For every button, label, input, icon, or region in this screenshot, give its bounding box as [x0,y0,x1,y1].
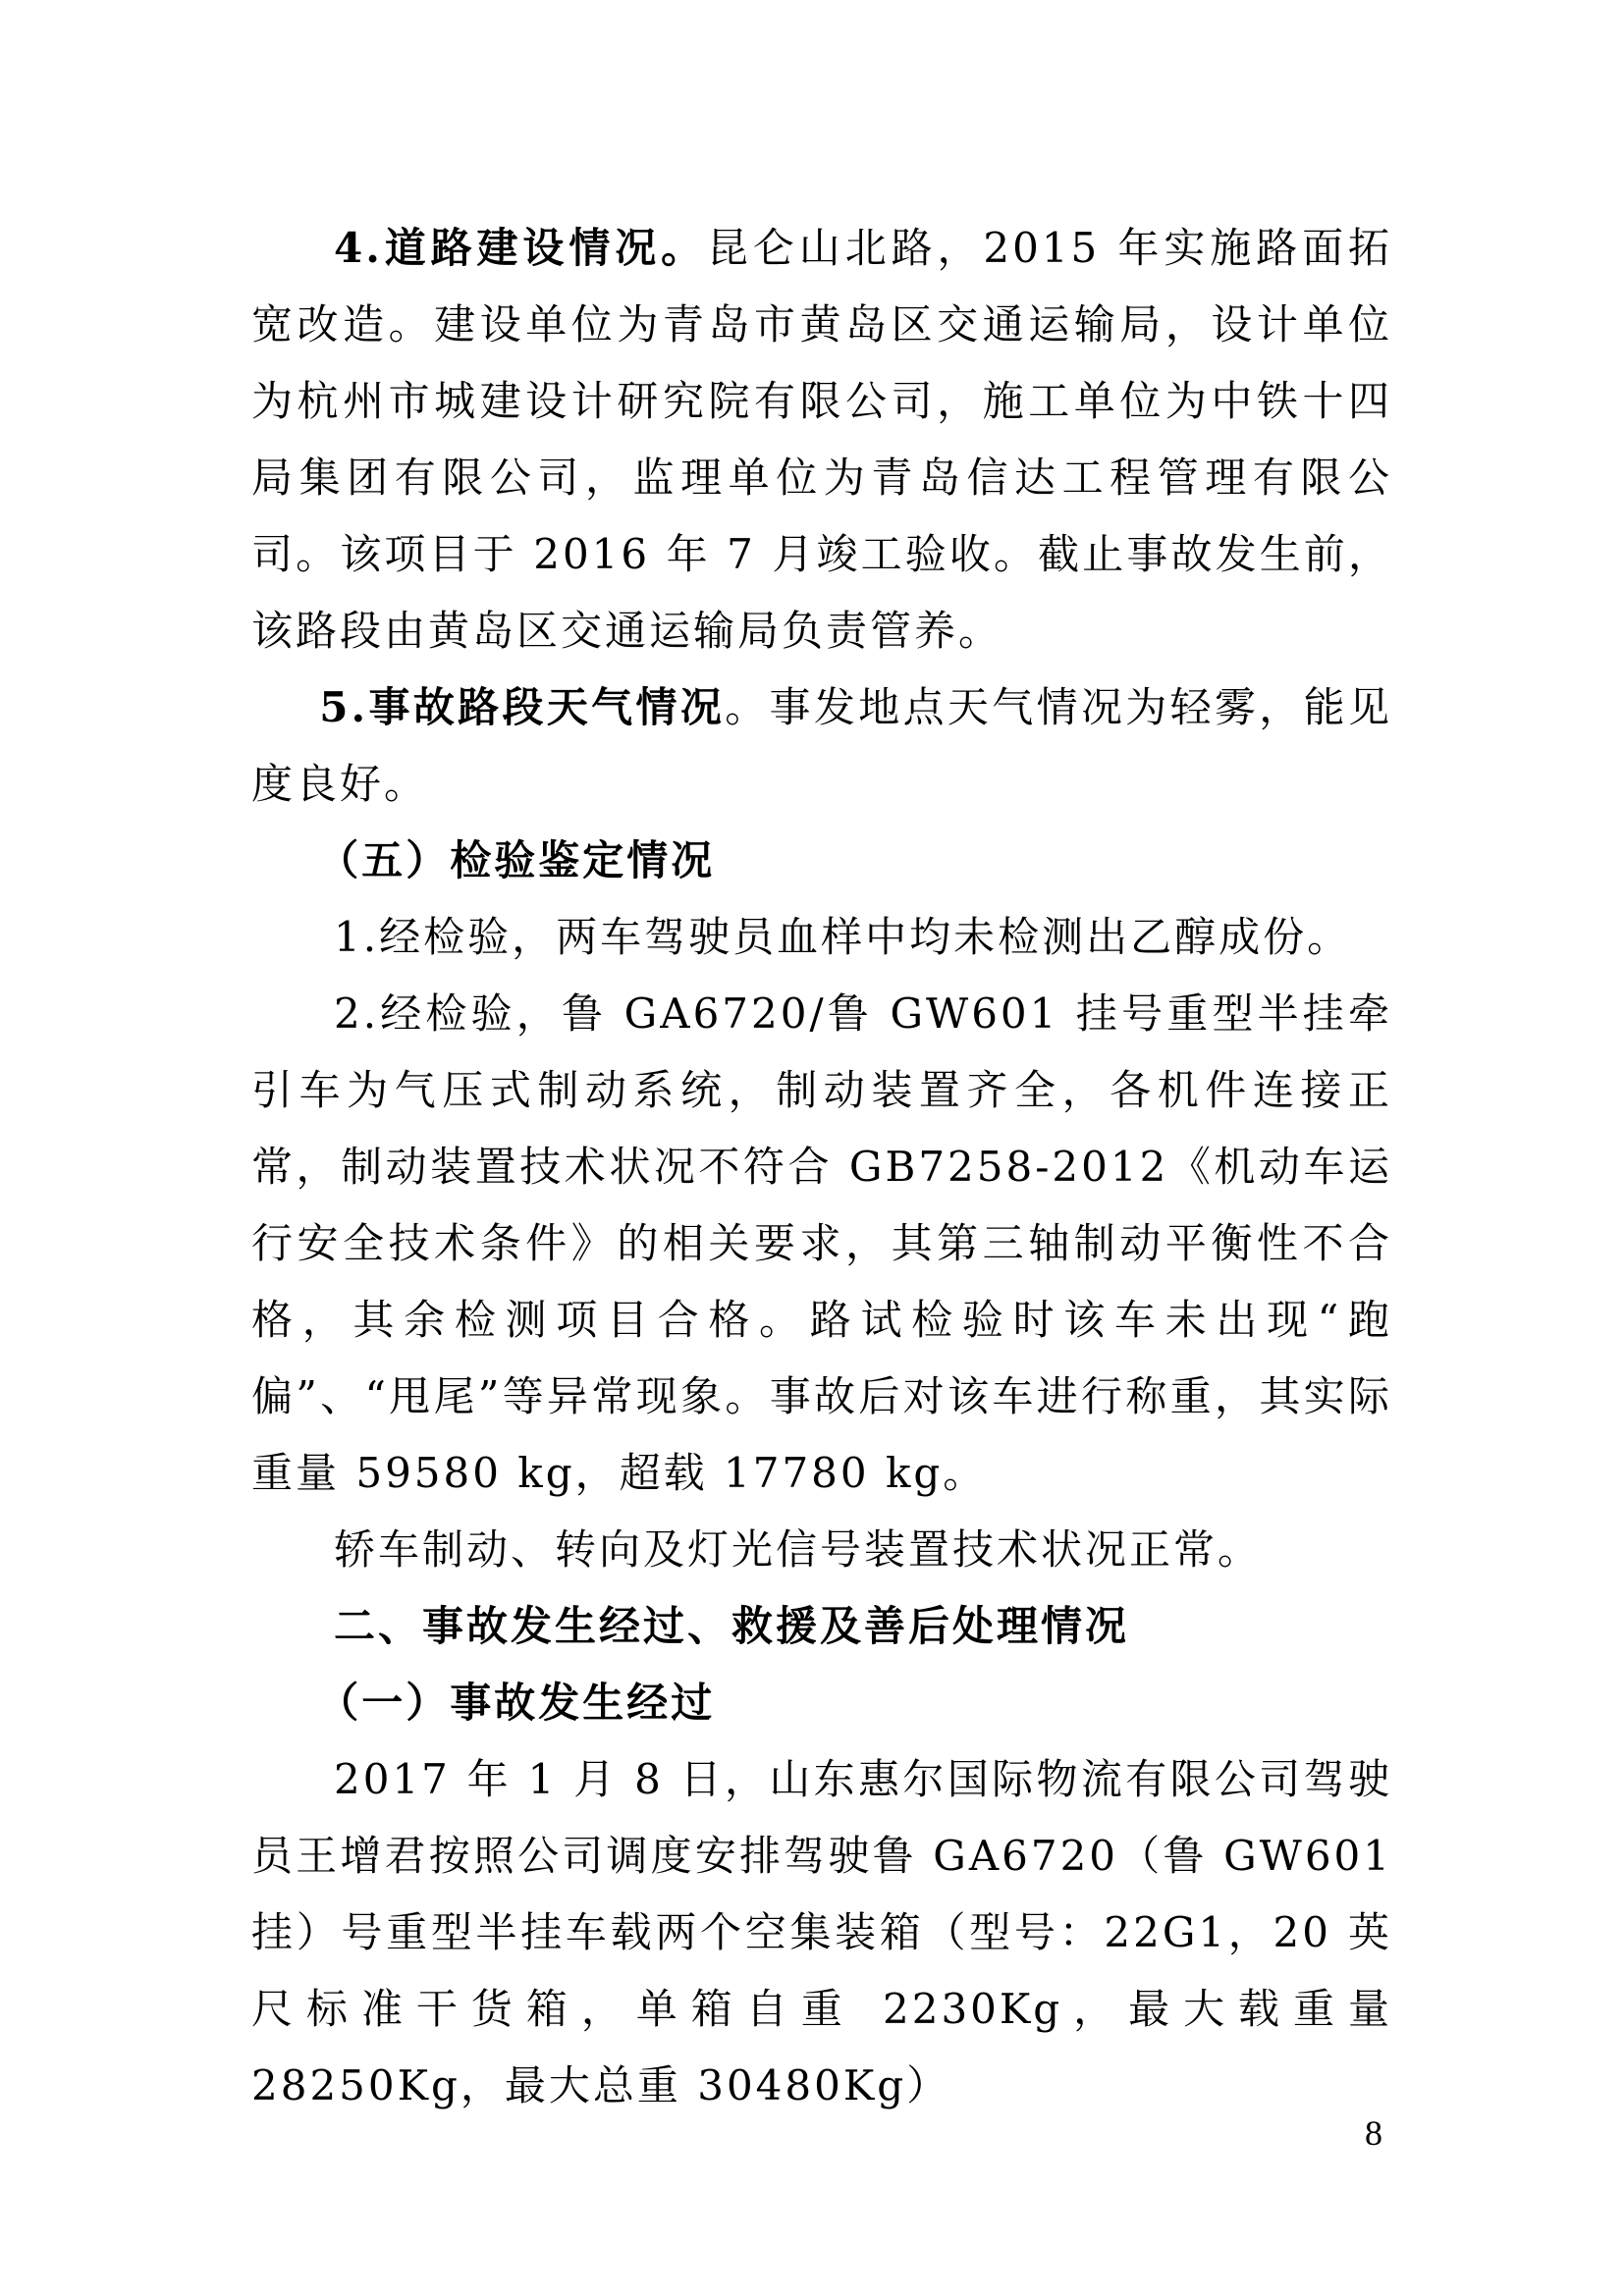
paragraph-truck-inspection: 2.经检验，鲁 GA6720/鲁 GW601 挂号重型半挂牵引车为气压式制动系统，制动装置齐全，各机件连接正常，制动装置技术状况不符合 GB7258-2012《机动车运行安全技术条件》的相关要求，其第三轴制动平衡性不合格，其余检测项目合格。路试检验时该车未出现“跑偏”、“甩尾”等异常现象。事故后对该车进行称重，其实际重量 59580 kg，超载 17780 kg。 [251,989,1392,1497]
paragraph-car-inspection: 轿车制动、转向及灯光信号装置技术状况正常。 [334,1525,1263,1574]
paragraph-blood-test: 1.经检验，两车驾驶员血样中均未检测出乙醇成份。 [334,913,1352,961]
paragraph-text: 。事发地点天气情况为轻雾，能见度良好。 [251,683,1392,808]
subsection-heading-accident-course: （一）事故发生经过 [317,1679,716,1727]
paragraph-road-construction [251,210,1392,669]
section-heading-accident-process: 二、事故发生经过、救援及善后处理情况 [334,1602,1130,1650]
paragraph-accident-course: 2017 年 1 月 8 日，山东惠尔国际物流有限公司驾驶员王增君按照公司调度安排驾驶鲁 GA6720（鲁 GW601 挂）号重型半挂车载两个空集装箱（型号：22G1，20 英尺标准干货箱，单箱自重 2230Kg，最大载重量 28250Kg，最大总重 30480Kg） [251,1755,1392,2109]
page-number: 8 [1365,2113,1382,2153]
paragraph-lead: 5.事故路段天气情况 [319,683,726,731]
section-heading-inspection: （五）检验鉴定情况 [317,836,716,884]
document-body [251,210,1392,2124]
paragraph-lead: 4.道路建设情况。 [334,224,708,272]
paragraph-text: 昆仑山北路，2015 年实施路面拓宽改造。建设单位为青岛市黄岛区交通运输局，设计单位为杭州市城建设计研究院有限公司，施工单位为中铁十四局集团有限公司，监理单位为青岛信达工程管理有限公司。该项目于 2016 年 7 月竣工验收。截止事故发生前，该路段由黄岛区交通运输局负责管养。 [251,224,1392,655]
paragraph-weather [251,669,1392,823]
